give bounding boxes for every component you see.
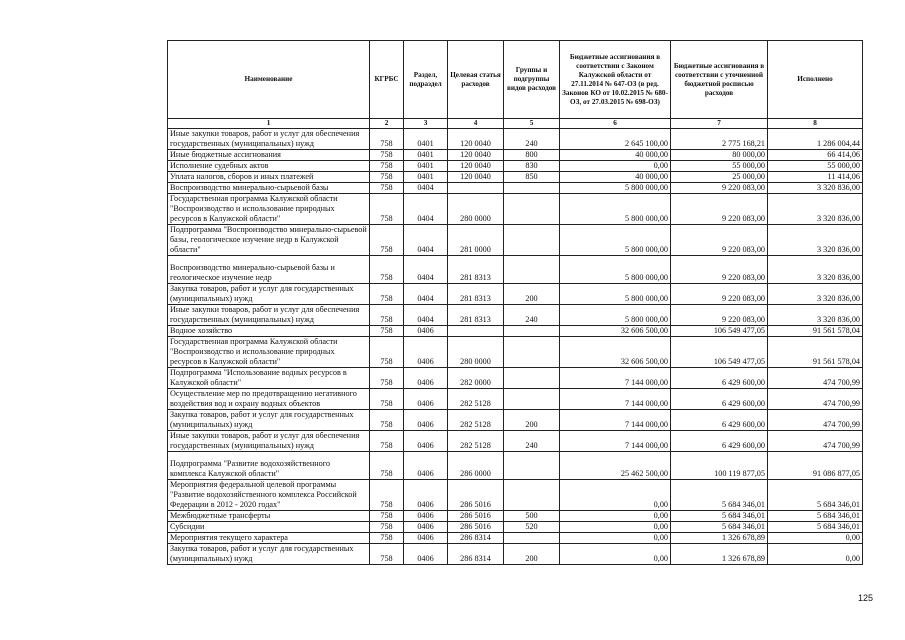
table-row [168,533,863,544]
row-expense-group: 240 [504,431,560,452]
row-expense-group [504,194,560,225]
row-law-allocation: 32 606 500,00 [560,326,671,337]
row-refined-allocation: 9 220 083,00 [671,194,768,225]
column-number: 5 [504,119,560,129]
row-kgrbs: 758 [370,511,404,522]
row-expense-group [504,183,560,194]
row-target-article: 120 0040 [448,150,504,161]
row-target-article: 286 8314 [448,533,504,544]
table-row [168,183,863,194]
row-target-article: 282 5128 [448,389,504,410]
row-expense-group [504,337,560,368]
row-expense-group: 520 [504,522,560,533]
row-target-article: 280 0000 [448,337,504,368]
row-refined-allocation: 9 220 083,00 [671,305,768,326]
row-expense-group [504,326,560,337]
column-number: 8 [768,119,863,129]
row-name: Воспроизводство минерально-сырьевой базы [168,183,370,194]
row-razdel: 0404 [404,256,448,284]
row-razdel: 0401 [404,150,448,161]
row-expense-group [504,256,560,284]
row-name: Подпрограмма "Использование водных ресурсов в Калужской области" [168,368,370,389]
row-kgrbs: 758 [370,452,404,480]
row-law-allocation: 0,00 [560,544,671,565]
row-expense-group [504,480,560,511]
row-expense-group [504,452,560,480]
row-expense-group: 200 [504,284,560,305]
row-executed: 474 700,99 [768,389,863,410]
row-executed: 474 700,99 [768,368,863,389]
row-executed: 0,00 [768,533,863,544]
row-refined-allocation: 9 220 083,00 [671,183,768,194]
row-target-article: 286 0000 [448,452,504,480]
row-law-allocation: 0,00 [560,511,671,522]
row-executed: 474 700,99 [768,410,863,431]
header-kgrbs: КГРБС [370,41,404,119]
row-kgrbs: 758 [370,225,404,256]
row-law-allocation: 0,00 [560,480,671,511]
row-name: Подпрограмма "Развитие водохозяйственного комплекса Калужской области" [168,452,370,480]
row-refined-allocation: 5 684 346,01 [671,511,768,522]
budget-table [167,40,863,565]
row-name: Мероприятия текущего характера [168,533,370,544]
table-row [168,368,863,389]
row-kgrbs: 758 [370,544,404,565]
row-kgrbs: 758 [370,368,404,389]
row-expense-group: 240 [504,129,560,150]
row-law-allocation: 32 606 500,00 [560,337,671,368]
table-row [168,161,863,172]
row-name: Межбюджетные трансферты [168,511,370,522]
row-kgrbs: 758 [370,256,404,284]
row-executed: 5 684 346,01 [768,522,863,533]
row-target-article: 286 5016 [448,480,504,511]
row-law-allocation: 40 000,00 [560,150,671,161]
row-name: Иные закупки товаров, работ и услуг для обеспечения государственных (муниципальных) нужд [168,129,370,150]
row-refined-allocation: 6 429 600,00 [671,389,768,410]
row-executed: 3 320 836,00 [768,225,863,256]
row-target-article: 120 0040 [448,161,504,172]
row-law-allocation: 7 144 000,00 [560,431,671,452]
row-target-article: 282 5128 [448,431,504,452]
row-executed: 3 320 836,00 [768,183,863,194]
row-name: Субсидии [168,522,370,533]
header-expense-group: Группы и подгруппы видов расходов [504,41,560,119]
row-name: Воспроизводство минерально-сырьевой базы и геологическое изучение недр [168,256,370,284]
row-kgrbs: 758 [370,150,404,161]
row-law-allocation: 5 800 000,00 [560,194,671,225]
row-executed: 3 320 836,00 [768,256,863,284]
row-kgrbs: 758 [370,480,404,511]
row-law-allocation: 25 462 500,00 [560,452,671,480]
row-executed: 66 414,06 [768,150,863,161]
row-executed: 1 286 004,44 [768,129,863,150]
row-kgrbs: 758 [370,431,404,452]
row-law-allocation: 5 800 000,00 [560,284,671,305]
row-law-allocation: 2 645 100,00 [560,129,671,150]
header-executed: Исполнено [768,41,863,119]
row-expense-group: 800 [504,150,560,161]
row-kgrbs: 758 [370,161,404,172]
table-row [168,326,863,337]
row-razdel: 0406 [404,452,448,480]
table-row [168,284,863,305]
row-razdel: 0401 [404,172,448,183]
row-target-article: 281 8313 [448,284,504,305]
row-target-article [448,326,504,337]
row-expense-group: 240 [504,305,560,326]
row-law-allocation: 7 144 000,00 [560,410,671,431]
row-name: Иные бюджетные ассигнования [168,150,370,161]
row-expense-group: 850 [504,172,560,183]
row-refined-allocation: 5 684 346,01 [671,522,768,533]
table-row [168,337,863,368]
table-row [168,256,863,284]
row-executed: 91 561 578,04 [768,326,863,337]
row-law-allocation: 40 000,00 [560,172,671,183]
row-law-allocation: 7 144 000,00 [560,368,671,389]
row-target-article: 120 0040 [448,172,504,183]
row-executed: 0,00 [768,544,863,565]
row-razdel: 0404 [404,183,448,194]
row-refined-allocation: 1 326 678,89 [671,533,768,544]
column-number: 7 [671,119,768,129]
row-executed: 474 700,99 [768,431,863,452]
row-executed: 5 684 346,01 [768,480,863,511]
row-razdel: 0406 [404,480,448,511]
header-target-article: Целевая статья расходов [448,41,504,119]
table-row [168,522,863,533]
row-expense-group [504,389,560,410]
row-kgrbs: 758 [370,284,404,305]
page-number: 125 [858,593,874,603]
table-row [168,129,863,150]
row-refined-allocation: 1 326 678,89 [671,544,768,565]
row-target-article: 120 0040 [448,129,504,150]
row-refined-allocation: 9 220 083,00 [671,225,768,256]
table-row [168,194,863,225]
column-number: 6 [560,119,671,129]
row-razdel: 0406 [404,368,448,389]
row-law-allocation: 0,00 [560,533,671,544]
row-kgrbs: 758 [370,194,404,225]
row-target-article: 281 0000 [448,225,504,256]
table-body [168,129,863,565]
row-refined-allocation: 106 549 477,05 [671,326,768,337]
row-name: Иные закупки товаров, работ и услуг для обеспечения государственных (муниципальных) нужд [168,431,370,452]
row-kgrbs: 758 [370,326,404,337]
row-kgrbs: 758 [370,533,404,544]
row-target-article: 286 5016 [448,511,504,522]
row-refined-allocation: 100 119 877,05 [671,452,768,480]
header-razdel: Раздел, подраздел [404,41,448,119]
row-kgrbs: 758 [370,172,404,183]
row-law-allocation: 5 800 000,00 [560,225,671,256]
table-row [168,452,863,480]
row-kgrbs: 758 [370,522,404,533]
row-razdel: 0406 [404,326,448,337]
row-executed: 3 320 836,00 [768,194,863,225]
row-razdel: 0404 [404,284,448,305]
row-name: Закупка товаров, работ и услуг для государственных (муниципальных) нужд [168,544,370,565]
row-kgrbs: 758 [370,183,404,194]
row-razdel: 0404 [404,194,448,225]
row-razdel: 0404 [404,225,448,256]
row-expense-group: 200 [504,544,560,565]
row-executed: 91 561 578,04 [768,337,863,368]
table-row [168,511,863,522]
row-target-article [448,183,504,194]
row-law-allocation: 0,00 [560,522,671,533]
row-executed: 91 086 877,05 [768,452,863,480]
row-refined-allocation: 5 684 346,01 [671,480,768,511]
row-name: Водное хозяйство [168,326,370,337]
row-name: Государственная программа Калужской области "Воспроизводство и использование природных ресурсов в Калужской области" [168,194,370,225]
row-name: Уплата налогов, сборов и иных платежей [168,172,370,183]
row-refined-allocation: 55 000,00 [671,161,768,172]
header-law-allocations: Бюджетные ассигнования в соответствии с Законом Калужской области от 27.11.2014 № 647-ОЗ (в ред. Законов КО от 10.02.2015 № 680-ОЗ, от 27.03.2015 № 698-ОЗ) [560,41,671,119]
row-target-article: 281 8313 [448,256,504,284]
row-name: Иные закупки товаров, работ и услуг для обеспечения государственных (муниципальных) нужд [168,305,370,326]
row-executed: 55 000,00 [768,161,863,172]
row-razdel: 0406 [404,544,448,565]
row-expense-group: 500 [504,511,560,522]
row-name: Мероприятия федеральной целевой программы "Развитие водохозяйственного комплекса Российской Федерации в 2012 - 2020 годах" [168,480,370,511]
column-number: 4 [448,119,504,129]
row-target-article: 286 5016 [448,522,504,533]
row-refined-allocation: 106 549 477,05 [671,337,768,368]
row-name: Осуществление мер по предотвращению негативного воздействия вод и охрану водных объектов [168,389,370,410]
row-razdel: 0401 [404,129,448,150]
row-law-allocation: 5 800 000,00 [560,183,671,194]
row-kgrbs: 758 [370,389,404,410]
row-target-article: 286 8314 [448,544,504,565]
row-target-article: 282 0000 [448,368,504,389]
row-expense-group: 830 [504,161,560,172]
row-name: Подпрограмма "Воспроизводство минерально-сырьевой базы, геологическое изучение недр в Калужской области" [168,225,370,256]
row-executed: 5 684 346,01 [768,511,863,522]
row-expense-group [504,368,560,389]
row-razdel: 0406 [404,533,448,544]
row-refined-allocation: 25 000,00 [671,172,768,183]
row-razdel: 0404 [404,305,448,326]
row-target-article: 282 5128 [448,410,504,431]
row-target-article: 280 0000 [448,194,504,225]
column-number: 1 [168,119,370,129]
header-refined-allocations: Бюджетные ассигнования в соответствии с уточненной бюджетной росписью расходов [671,41,768,119]
row-executed: 11 414,06 [768,172,863,183]
table-row [168,225,863,256]
row-kgrbs: 758 [370,129,404,150]
table-row [168,150,863,161]
row-refined-allocation: 80 000,00 [671,150,768,161]
row-razdel: 0406 [404,522,448,533]
row-kgrbs: 758 [370,410,404,431]
table-row [168,389,863,410]
row-refined-allocation: 6 429 600,00 [671,368,768,389]
row-razdel: 0406 [404,410,448,431]
table-row [168,431,863,452]
table-row [168,410,863,431]
row-refined-allocation: 9 220 083,00 [671,284,768,305]
row-razdel: 0406 [404,389,448,410]
column-number: 2 [370,119,404,129]
row-target-article: 281 8313 [448,305,504,326]
row-refined-allocation: 2 775 168,21 [671,129,768,150]
row-name: Исполнение судебных актов [168,161,370,172]
header-name: Наименование [168,41,370,119]
row-razdel: 0401 [404,161,448,172]
table-row [168,544,863,565]
table-row [168,172,863,183]
table-row [168,480,863,511]
row-kgrbs: 758 [370,337,404,368]
row-name: Государственная программа Калужской области "Воспроизводство и использование природных ресурсов в Калужской области" [168,337,370,368]
column-number: 3 [404,119,448,129]
row-name: Закупка товаров, работ и услуг для государственных (муниципальных) нужд [168,284,370,305]
row-razdel: 0406 [404,431,448,452]
row-refined-allocation: 6 429 600,00 [671,410,768,431]
row-law-allocation: 5 800 000,00 [560,305,671,326]
row-expense-group [504,533,560,544]
row-refined-allocation: 9 220 083,00 [671,256,768,284]
row-razdel: 0406 [404,511,448,522]
row-razdel: 0406 [404,337,448,368]
table-row [168,305,863,326]
row-law-allocation: 5 800 000,00 [560,256,671,284]
row-expense-group [504,225,560,256]
row-law-allocation: 7 144 000,00 [560,389,671,410]
row-kgrbs: 758 [370,305,404,326]
row-expense-group: 200 [504,410,560,431]
row-executed: 3 320 836,00 [768,284,863,305]
row-refined-allocation: 6 429 600,00 [671,431,768,452]
row-name: Закупка товаров, работ и услуг для государственных (муниципальных) нужд [168,410,370,431]
row-law-allocation: 0,00 [560,161,671,172]
row-executed: 3 320 836,00 [768,305,863,326]
